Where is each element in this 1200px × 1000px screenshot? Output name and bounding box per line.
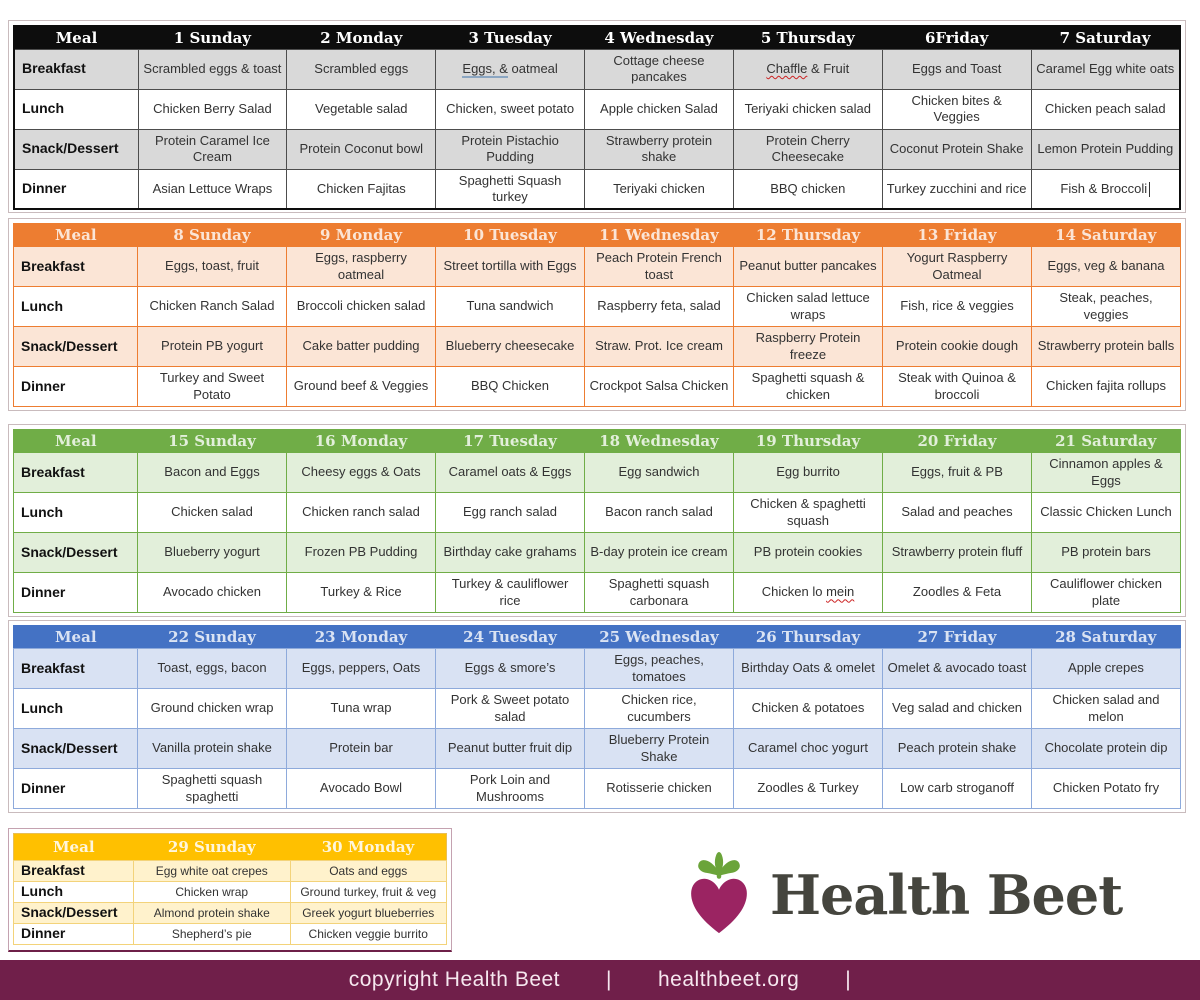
meal-cell: Tuna wrap — [287, 689, 436, 729]
meal-cell: Strawberry protein shake — [585, 129, 734, 169]
header-row — [14, 626, 1181, 649]
meal-type-label: Breakfast — [14, 649, 138, 689]
week-4-meal-table — [13, 625, 1181, 809]
meal-cell: Steak with Quinoa & broccoli — [883, 367, 1032, 407]
meal-cell: Almond protein shake — [134, 903, 291, 924]
spell-underline-mark: mein — [826, 584, 855, 600]
meal-row — [14, 882, 447, 903]
footer-separator: | — [606, 968, 612, 991]
meal-cell: Vegetable salad — [287, 89, 436, 129]
meal-cell: Pork Loin and Mushrooms — [436, 769, 585, 809]
meal-cell: Straw. Prot. Ice cream — [585, 327, 734, 367]
beet-icon — [682, 848, 756, 941]
day-column-header: 28 Saturday — [1032, 626, 1181, 649]
meal-cell: Fish, rice & veggies — [883, 287, 1032, 327]
footer-bar — [0, 960, 1200, 1000]
meal-cell: Turkey & Rice — [287, 573, 436, 613]
day-column-header: 3 Tuesday — [436, 26, 585, 49]
day-column-header: 18 Wednesday — [585, 430, 734, 453]
meal-type-label: Lunch — [14, 89, 138, 129]
meal-cell: Peanut butter pancakes — [734, 247, 883, 287]
meal-row — [14, 287, 1181, 327]
meal-cell: Coconut Protein Shake — [882, 129, 1031, 169]
meal-cell: Eggs and Toast — [882, 49, 1031, 89]
meal-cell: Eggs & smore’s — [436, 649, 585, 689]
meal-type-label: Snack/Dessert — [14, 129, 138, 169]
meal-cell: Fish & Broccoli — [1031, 169, 1180, 209]
meal-cell: Bacon ranch salad — [585, 493, 734, 533]
meal-cell: Chicken peach salad — [1031, 89, 1180, 129]
meal-column-header: Meal — [14, 430, 138, 453]
meal-type-label: Breakfast — [14, 49, 138, 89]
meal-type-label: Lunch — [14, 882, 134, 903]
day-column-header: 17 Tuesday — [436, 430, 585, 453]
meal-cell: Yogurt Raspberry Oatmeal — [883, 247, 1032, 287]
meal-row — [14, 924, 447, 945]
meal-type-label: Lunch — [14, 287, 138, 327]
meal-cell: Chicken, sweet potato — [436, 89, 585, 129]
meal-cell: Eggs, toast, fruit — [138, 247, 287, 287]
week-2-meal-table — [13, 223, 1181, 407]
meal-cell: Chicken fajita rollups — [1032, 367, 1181, 407]
meal-cell: Peach Protein French toast — [585, 247, 734, 287]
week-1-table-container — [8, 20, 1186, 213]
week-2-table-container — [8, 218, 1186, 411]
health-beet-logo — [682, 848, 1122, 941]
meal-cell: Classic Chicken Lunch — [1032, 493, 1181, 533]
meal-cell: Peanut butter fruit dip — [436, 729, 585, 769]
meal-cell: Omelet & avocado toast — [883, 649, 1032, 689]
meal-cell: Protein Pistachio Pudding — [436, 129, 585, 169]
meal-type-label: Dinner — [14, 924, 134, 945]
meal-cell: Veg salad and chicken — [883, 689, 1032, 729]
meal-row — [14, 49, 1180, 89]
meal-cell: Protein cookie dough — [883, 327, 1032, 367]
meal-cell: PB protein bars — [1032, 533, 1181, 573]
meal-cell: Turkey zucchini and rice — [882, 169, 1031, 209]
week-3-table-container — [8, 424, 1186, 617]
day-column-header: 9 Monday — [287, 224, 436, 247]
day-column-header: 24 Tuesday — [436, 626, 585, 649]
meal-row — [14, 689, 1181, 729]
meal-cell: Apple chicken Salad — [585, 89, 734, 129]
meal-row — [14, 169, 1180, 209]
meal-type-label: Breakfast — [14, 453, 138, 493]
meal-cell: Chicken & spaghetti squash — [734, 493, 883, 533]
meal-row — [14, 861, 447, 882]
meal-cell: Blueberry Protein Shake — [585, 729, 734, 769]
meal-column-header: Meal — [14, 26, 138, 49]
meal-column-header: Meal — [14, 626, 138, 649]
meal-cell: Broccoli chicken salad — [287, 287, 436, 327]
day-column-header: 29 Sunday — [134, 834, 291, 861]
meal-type-label: Breakfast — [14, 247, 138, 287]
meal-cell: Strawberry protein fluff — [883, 533, 1032, 573]
meal-type-label: Snack/Dessert — [14, 327, 138, 367]
meal-type-label: Dinner — [14, 169, 138, 209]
day-column-header: 19 Thursday — [734, 430, 883, 453]
meal-cell: Eggs, peppers, Oats — [287, 649, 436, 689]
day-column-header: 4 Wednesday — [585, 26, 734, 49]
meal-row — [14, 533, 1181, 573]
meal-cell: Caramel choc yogurt — [734, 729, 883, 769]
meal-cell: Greek yogurt blueberries — [290, 903, 447, 924]
day-column-header: 14 Saturday — [1032, 224, 1181, 247]
meal-cell: Street tortilla with Eggs — [436, 247, 585, 287]
meal-cell: Chicken ranch salad — [287, 493, 436, 533]
meal-cell: Chaffle & Fruit — [733, 49, 882, 89]
meal-cell: Chicken Ranch Salad — [138, 287, 287, 327]
header-row — [14, 224, 1181, 247]
day-column-header: 16 Monday — [287, 430, 436, 453]
meal-type-label: Breakfast — [14, 861, 134, 882]
meal-cell: Ground chicken wrap — [138, 689, 287, 729]
meal-cell: Chicken Potato fry — [1032, 769, 1181, 809]
meal-type-label: Lunch — [14, 493, 138, 533]
footer-site-url: healthbeet.org — [658, 968, 800, 991]
meal-cell: Eggs, peaches, tomatoes — [585, 649, 734, 689]
week-4-table-container — [8, 620, 1186, 813]
day-column-header: 12 Thursday — [734, 224, 883, 247]
meal-cell: Eggs, & oatmeal — [436, 49, 585, 89]
meal-cell: Egg burrito — [734, 453, 883, 493]
day-column-header: 25 Wednesday — [585, 626, 734, 649]
meal-cell: Zoodles & Turkey — [734, 769, 883, 809]
meal-cell: Low carb stroganoff — [883, 769, 1032, 809]
meal-cell: Rotisserie chicken — [585, 769, 734, 809]
day-column-header: 2 Monday — [287, 26, 436, 49]
meal-cell: Strawberry protein balls — [1032, 327, 1181, 367]
meal-cell: Eggs, veg & banana — [1032, 247, 1181, 287]
meal-row — [14, 649, 1181, 689]
meal-cell: Protein Coconut bowl — [287, 129, 436, 169]
header-row — [14, 26, 1180, 49]
meal-cell: Asian Lettuce Wraps — [138, 169, 287, 209]
meal-cell: Lemon Protein Pudding — [1031, 129, 1180, 169]
meal-cell: Birthday cake grahams — [436, 533, 585, 573]
meal-cell: Peach protein shake — [883, 729, 1032, 769]
meal-cell: Chicken rice, cucumbers — [585, 689, 734, 729]
day-column-header: 21 Saturday — [1032, 430, 1181, 453]
footer-copyright: copyright Health Beet — [348, 968, 561, 991]
meal-cell: B-day protein ice cream — [585, 533, 734, 573]
day-column-header: 20 Friday — [883, 430, 1032, 453]
meal-cell: Ground beef & Veggies — [287, 367, 436, 407]
meal-cell: Spaghetti squash & chicken — [734, 367, 883, 407]
meal-cell: Chicken Berry Salad — [138, 89, 287, 129]
meal-row — [14, 367, 1181, 407]
week-1-meal-table — [13, 25, 1181, 210]
meal-cell: Spaghetti squash carbonara — [585, 573, 734, 613]
meal-cell: Scrambled eggs & toast — [138, 49, 287, 89]
meal-cell: Raspberry Protein freeze — [734, 327, 883, 367]
logo-wordmark: Health Beet — [770, 862, 1123, 927]
meal-row — [14, 903, 447, 924]
meal-cell: Apple crepes — [1032, 649, 1181, 689]
meal-row — [14, 327, 1181, 367]
week-3-meal-table — [13, 429, 1181, 613]
meal-type-label: Dinner — [14, 367, 138, 407]
meal-cell: Crockpot Salsa Chicken — [585, 367, 734, 407]
meal-row — [14, 729, 1181, 769]
meal-row — [14, 493, 1181, 533]
meal-cell: Chicken & potatoes — [734, 689, 883, 729]
meal-cell: Scrambled eggs — [287, 49, 436, 89]
meal-cell: BBQ Chicken — [436, 367, 585, 407]
meal-row — [14, 769, 1181, 809]
meal-cell: Turkey & cauliflower rice — [436, 573, 585, 613]
week-5-table-container — [8, 828, 452, 952]
day-column-header: 6Friday — [882, 26, 1031, 49]
meal-cell: Ground turkey, fruit & veg — [290, 882, 447, 903]
header-row — [14, 430, 1181, 453]
meal-cell: Pork & Sweet potato salad — [436, 689, 585, 729]
grammar-underline-mark: Eggs, & — [462, 60, 508, 76]
meal-cell: Chicken salad and melon — [1032, 689, 1181, 729]
footer-separator: | — [845, 968, 852, 991]
meal-cell: Eggs, raspberry oatmeal — [287, 247, 436, 287]
day-column-header: 22 Sunday — [138, 626, 287, 649]
meal-cell: Cinnamon apples & Eggs — [1032, 453, 1181, 493]
meal-cell: Toast, eggs, bacon — [138, 649, 287, 689]
day-column-header: 30 Monday — [290, 834, 447, 861]
meal-type-label: Snack/Dessert — [14, 533, 138, 573]
meal-cell: Chicken bites & Veggies — [882, 89, 1031, 129]
meal-cell: Vanilla protein shake — [138, 729, 287, 769]
meal-cell: Spaghetti Squash turkey — [436, 169, 585, 209]
meal-row — [14, 129, 1180, 169]
meal-cell: Egg white oat crepes — [134, 861, 291, 882]
meal-row — [14, 573, 1181, 613]
meal-cell: Shepherd’s pie — [134, 924, 291, 945]
day-column-header: 26 Thursday — [734, 626, 883, 649]
meal-cell: Caramel Egg white oats — [1031, 49, 1180, 89]
meal-cell: Caramel oats & Eggs — [436, 453, 585, 493]
meal-cell: Cheesy eggs & Oats — [287, 453, 436, 493]
meal-type-label: Snack/Dessert — [14, 729, 138, 769]
day-column-header: 8 Sunday — [138, 224, 287, 247]
day-column-header: 15 Sunday — [138, 430, 287, 453]
meal-cell: Oats and eggs — [290, 861, 447, 882]
meal-cell: Chocolate protein dip — [1032, 729, 1181, 769]
text-cursor — [1149, 182, 1150, 197]
meal-cell: Bacon and Eggs — [138, 453, 287, 493]
meal-cell: Cauliflower chicken plate — [1032, 573, 1181, 613]
meal-cell: Raspberry feta, salad — [585, 287, 734, 327]
meal-cell: Egg sandwich — [585, 453, 734, 493]
meal-cell: Avocado Bowl — [287, 769, 436, 809]
meal-cell: Tuna sandwich — [436, 287, 585, 327]
meal-cell: Avocado chicken — [138, 573, 287, 613]
meal-row — [14, 247, 1181, 287]
meal-type-label: Lunch — [14, 689, 138, 729]
spell-underline-mark: Chaffle — [766, 60, 808, 76]
meal-cell: Chicken wrap — [134, 882, 291, 903]
meal-cell: Spaghetti squash spaghetti — [138, 769, 287, 809]
meal-cell: Eggs, fruit & PB — [883, 453, 1032, 493]
meal-cell: Cake batter pudding — [287, 327, 436, 367]
meal-column-header: Meal — [14, 834, 134, 861]
meal-type-label: Dinner — [14, 769, 138, 809]
day-column-header: 23 Monday — [287, 626, 436, 649]
meal-cell: Blueberry yogurt — [138, 533, 287, 573]
meal-cell: Chicken salad — [138, 493, 287, 533]
meal-row — [14, 453, 1181, 493]
meal-type-label: Snack/Dessert — [14, 903, 134, 924]
meal-cell: Turkey and Sweet Potato — [138, 367, 287, 407]
meal-cell: PB protein cookies — [734, 533, 883, 573]
meal-row — [14, 89, 1180, 129]
meal-cell: Zoodles & Feta — [883, 573, 1032, 613]
meal-cell: Chicken lo mein — [734, 573, 883, 613]
day-column-header: 7 Saturday — [1031, 26, 1180, 49]
meal-type-label: Dinner — [14, 573, 138, 613]
meal-cell: Birthday Oats & omelet — [734, 649, 883, 689]
day-column-header: 1 Sunday — [138, 26, 287, 49]
meal-cell: Chicken salad lettuce wraps — [734, 287, 883, 327]
meal-cell: Cottage cheese pancakes — [585, 49, 734, 89]
day-column-header: 5 Thursday — [733, 26, 882, 49]
day-column-header: 11 Wednesday — [585, 224, 734, 247]
day-column-header: 10 Tuesday — [436, 224, 585, 247]
meal-cell: Blueberry cheesecake — [436, 327, 585, 367]
meal-cell: Chicken veggie burrito — [290, 924, 447, 945]
meal-cell: Salad and peaches — [883, 493, 1032, 533]
day-column-header: 13 Friday — [883, 224, 1032, 247]
week-5-meal-table — [13, 833, 447, 945]
meal-column-header: Meal — [14, 224, 138, 247]
meal-cell: Chicken Fajitas — [287, 169, 436, 209]
meal-cell: Frozen PB Pudding — [287, 533, 436, 573]
meal-cell: Protein bar — [287, 729, 436, 769]
header-row — [14, 834, 447, 861]
day-column-header: 27 Friday — [883, 626, 1032, 649]
meal-cell: Teriyaki chicken — [585, 169, 734, 209]
meal-cell: Protein Cherry Cheesecake — [733, 129, 882, 169]
meal-cell: Protein PB yogurt — [138, 327, 287, 367]
meal-cell: BBQ chicken — [733, 169, 882, 209]
meal-cell: Steak, peaches, veggies — [1032, 287, 1181, 327]
meal-cell: Teriyaki chicken salad — [733, 89, 882, 129]
meal-cell: Egg ranch salad — [436, 493, 585, 533]
meal-cell: Protein Caramel Ice Cream — [138, 129, 287, 169]
